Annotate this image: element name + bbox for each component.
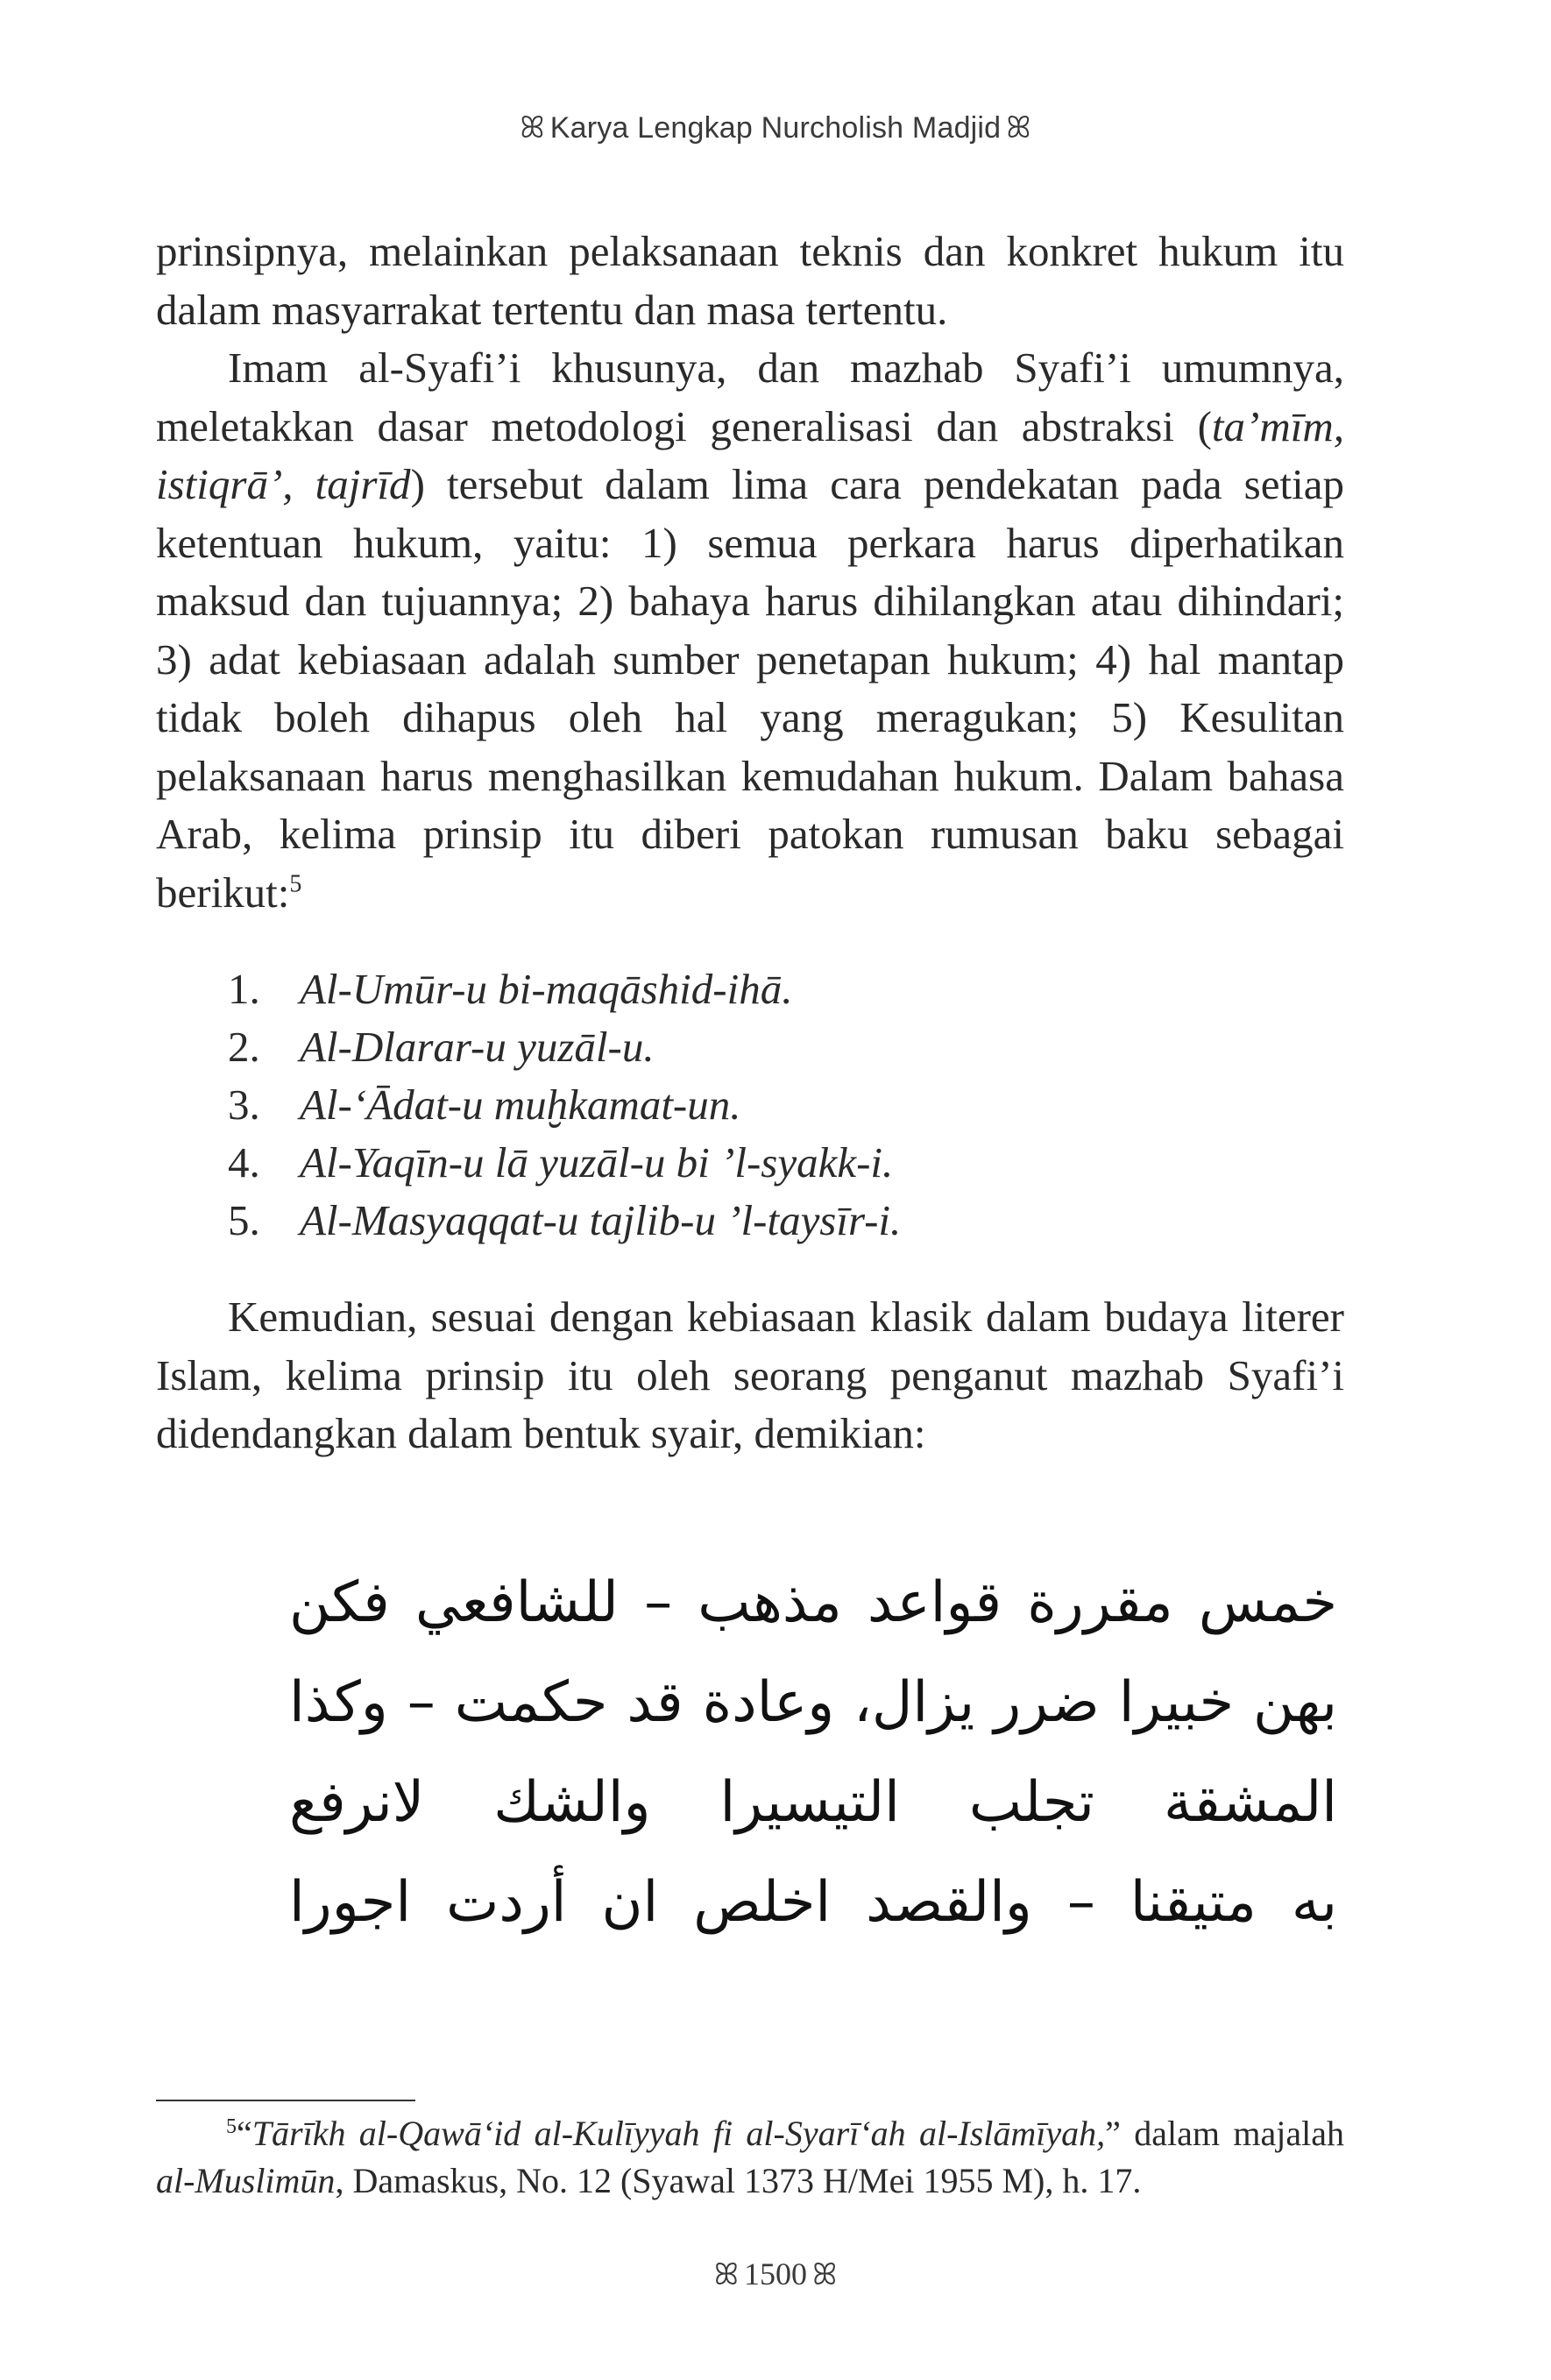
poem-line: بهن خبيرا ضرر يزال، وعادة قد حكمت – وكذا <box>289 1670 1337 1735</box>
left-ornament-icon: ꕤ <box>520 110 545 145</box>
page-number: 1500 <box>744 2256 807 2291</box>
maxim-text: Al-Umūr-u bi-maqāshid-ihā. <box>300 965 793 1013</box>
list-number: 4. <box>228 1138 260 1186</box>
footnote-text: , Damaskus, No. 12 (Syawal 1373 H/Mei 1955 M), h. 17. <box>335 2161 1142 2200</box>
footnote-journal: al-Muslimūn <box>156 2161 336 2200</box>
footnote-ref[interactable]: 5 <box>289 870 302 898</box>
running-header <box>0 110 1551 145</box>
footnote-text: dalam majalah <box>1120 2114 1345 2153</box>
list-number: 5. <box>228 1196 260 1244</box>
paragraph-poem-intro: Kemudian, sesuai dengan kebiasaan klasik dalam budaya literer Islam, kelima prinsip itu oleh seorang penganut mazhab Syafi’i didendangkan dalam bentuk syair, demikian: <box>156 1293 1344 1457</box>
paragraph-text: ) tersebut dalam lima cara pendekatan pada setiap ketentuan hukum, yaitu: 1) semua perkara harus diperhatikan maksud dan tujuannya; 2) bahaya harus dihilangkan atau dihindari; 3) adat kebiasaan adalah sumber penetapan hukum; 4) hal mantap tidak boleh dihapus oleh hal yang meragukan; 5) Kesulitan pelaksanaan harus menghasilkan kemudahan hukum. Dalam bahasa Arab, kelima prinsip itu diberi patokan rumusan baku sebagai berikut: <box>156 460 1344 917</box>
list-item <box>156 1134 1344 1192</box>
arabic-poem <box>289 1553 1337 1952</box>
book-title: Karya Lengkap Nurcholish Madjid <box>549 111 1002 145</box>
list-item <box>156 1192 1344 1250</box>
maxim-text: Al-Dlarar-u yuzāl-u. <box>300 1023 655 1071</box>
paragraph-continuation: prinsipnya, melainkan pelaksanaan teknis dan konkret hukum itu dalam masyarrakat tertentu dan masa tertentu. <box>156 227 1344 334</box>
list-item <box>156 960 1344 1018</box>
right-ornament-icon: ꕤ <box>812 2257 838 2292</box>
maxim-text: Al-‘Ādat-u muḫkamat-un. <box>300 1080 741 1129</box>
list-number: 3. <box>228 1080 260 1129</box>
poem-line: به متيقنا – والقصد اخلص ان أردت اجورا <box>289 1870 1337 1935</box>
paragraph-methodology <box>156 339 1344 922</box>
left-ornament-icon: ꕤ <box>713 2257 739 2292</box>
footnote-divider <box>156 2100 415 2101</box>
arabic-terms: ta’mīm, istiqrā’, tajrīd <box>156 401 1344 508</box>
footnote <box>156 2110 1344 2205</box>
list-number: 2. <box>228 1023 260 1071</box>
footnote-quote: ” <box>1105 2114 1121 2153</box>
list-item <box>156 1076 1344 1134</box>
maxim-text: Al-Masyaqqat-u tajlib-u ’l-taysīr-i. <box>300 1196 902 1244</box>
paragraph-text: Imam al-Syafi’i khusunya, dan mazhab Syafi’i umumnya, meletakkan dasar metodologi generalisasi dan abstraksi ( <box>156 344 1344 450</box>
main-text <box>156 223 1344 1463</box>
footnote-article-title: Tārīkh al-Qawā‘id al-Kulīyyah fi al-Syarī‘ah al-Islāmīyah, <box>251 2114 1106 2153</box>
page-footer <box>0 2256 1551 2292</box>
maxim-text: Al-Yaqīn-u lā yuzāl-u bi ’l-syakk-i. <box>300 1138 894 1186</box>
list-number: 1. <box>228 965 260 1013</box>
poem-line: خمس مقررة قواعد مذهب – للشافعي فكن <box>289 1570 1337 1635</box>
footnote-mark: 5 <box>226 2114 237 2138</box>
footnote-quote: “ <box>237 2114 252 2153</box>
right-ornament-icon: ꕤ <box>1006 110 1031 145</box>
list-item <box>156 1018 1344 1076</box>
maxims-list <box>156 960 1344 1250</box>
poem-line: المشقة تجلب التيسيرا والشك لانرفع <box>289 1770 1337 1835</box>
